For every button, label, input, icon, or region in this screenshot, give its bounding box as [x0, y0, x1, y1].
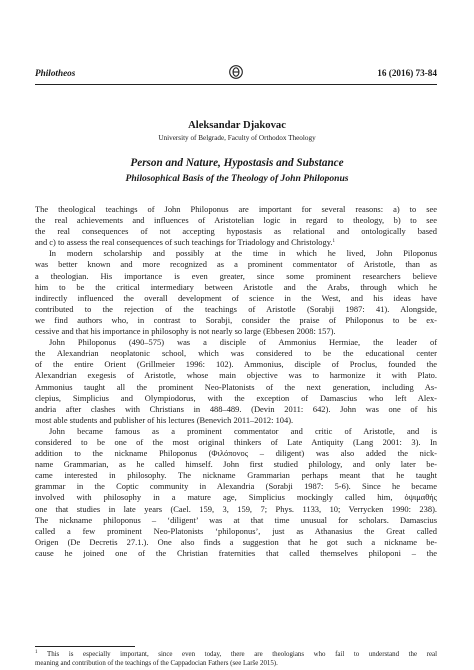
- body-line-text: and c) to assess the real consequences of such teachings for Triadology and Christology.: [35, 237, 333, 248]
- body-line: contributed to the rejection of the teachings of Aristotle (Sorabji 1987: 41). Alongside,: [35, 303, 437, 314]
- footnote-line: meaning and contribution of the teachings of the Cappadocian Fathers (see Larše 2015).: [35, 659, 278, 667]
- body-line: grammar in the Coptic community in Alexandria (Sorabji 1987: 5-6). Since he became: [35, 481, 437, 492]
- body-line: In modern scholarship and possibly at the time in which he lived, John Piloponus: [49, 248, 437, 259]
- body-line: name Grammarian, as he called himself. John first studied philology, and only later be-: [35, 459, 437, 470]
- body-line: the real achievements and influences of Aristotelian logic in regard to theology, b) to see: [35, 215, 437, 226]
- body-text: [35, 204, 437, 559]
- body-line: we find authors who, in contrast to Sorabji, consider the praise of Philoponus to be ex-: [35, 314, 437, 325]
- body-line: involved with philosophy in a mature age, Simplicius mockingly called him, ὀψιμαθής: [35, 492, 437, 503]
- body-line: considered to be one of the most original thinkers of Late Antiquity (Lang 2001: 3). In: [35, 436, 437, 447]
- body-line: him to be the critical intermediary between Aristotle and the Arabs, through which he: [35, 281, 437, 292]
- footnote-reference: 1: [332, 239, 336, 245]
- body-line: one that studies in late years (Cael. 159, 3, 159, 7; Phys. 1133, 10; Verrycken 1990: 238).: [35, 503, 437, 514]
- body-line: The nickname philoponus – ‘diligent’ was at that time unusual for scholars. Damascius: [35, 514, 437, 525]
- body-line: andria after clashes with Christians in 488–489. (Devin 2011: 642). John was one of his: [35, 403, 437, 414]
- body-line: Ammonius taught all the prominent Neo-Platonists of the next generation, including As-: [35, 381, 437, 392]
- body-line: The theological teachings of John Philoponus are important for several reasons: a) to see: [35, 204, 437, 214]
- footnote-line: [35, 651, 437, 660]
- body-line: Origen (De Decretis 27.1.). One also finds a suggestion that he got such a nickname be-: [35, 536, 437, 547]
- footnote-mark: 1: [35, 650, 38, 655]
- body-line: the real consequences of not accepting hypostasis as relational and ontologically based: [35, 226, 437, 237]
- body-line: John became famous as a prominent commentator and critic of Aristotle, and is: [49, 425, 437, 436]
- body-line: [35, 237, 437, 248]
- footnote-line-text: This is especially important, since even today, there are theologians who fail to understand the real: [46, 651, 437, 658]
- body-line: called a few prominent Neo-Platonists ‘philoponus’, just as Athanasius the Great called: [35, 525, 437, 536]
- issue-info: 16 (2016) 73-84: [377, 68, 437, 78]
- body-line: indirectly influenced the overall development of science in the West, and his ideas have: [35, 292, 437, 303]
- body-line: came interested in philosophy. The nickname Grammarian perhaps meant that he taught: [35, 470, 437, 481]
- paper-title: Person and Nature, Hypostasis and Substance: [130, 157, 344, 169]
- footnote: [35, 651, 437, 668]
- body-line: clepius, Simplicius and Olympiodorus, with the exception of Damascius who left Alex-: [35, 392, 437, 403]
- body-line: most able students and publisher of his lectures (Benevich 2011–2012: 104).: [35, 414, 294, 425]
- author-affiliation: University of Belgrade, Faculty of Orthodox Theology: [158, 134, 316, 142]
- body-line: cause he joined one of the Christian fraternities that called themselves philoponi – the: [35, 547, 437, 558]
- body-line: a theologian. His importance is even greater, since some prominent researchers believe: [35, 270, 437, 281]
- body-line: John Philoponus (490–575) was a disciple of Ammonius Hermiae, the leader of: [49, 337, 437, 348]
- author-name: Aleksandar Djakovac: [188, 120, 286, 131]
- running-header: [35, 68, 437, 82]
- body-line: the Alexandrian neoplatonic school, which was considered to be the educational center: [35, 348, 437, 359]
- paper-subtitle: Philosophical Basis of the Theology of John Philoponus: [125, 173, 349, 184]
- journal-name: Philotheos: [35, 68, 76, 78]
- body-line: of the entire Orient (Grillmeier 1996: 102). Ammonius, disciple of Proclus, founded the: [35, 359, 437, 370]
- journal-logo-icon: [229, 65, 243, 79]
- body-line: was better known and more recognized as a prominent commentator of Aristotle, than as: [35, 259, 437, 270]
- header-rule: [35, 84, 437, 85]
- body-line: Alexandrian exegesis of Aristotle, whose main objective was to harmonize it with Plato.: [35, 370, 437, 381]
- footnote-rule: [35, 646, 135, 647]
- body-line: addition to the nickname Philoponus (Φιλόπονος – diligent) was also added the nick-: [35, 448, 437, 459]
- body-line: cessive and that his importance in philosophy is not nearly so large (Ebbesen 2008: 157).: [35, 326, 336, 337]
